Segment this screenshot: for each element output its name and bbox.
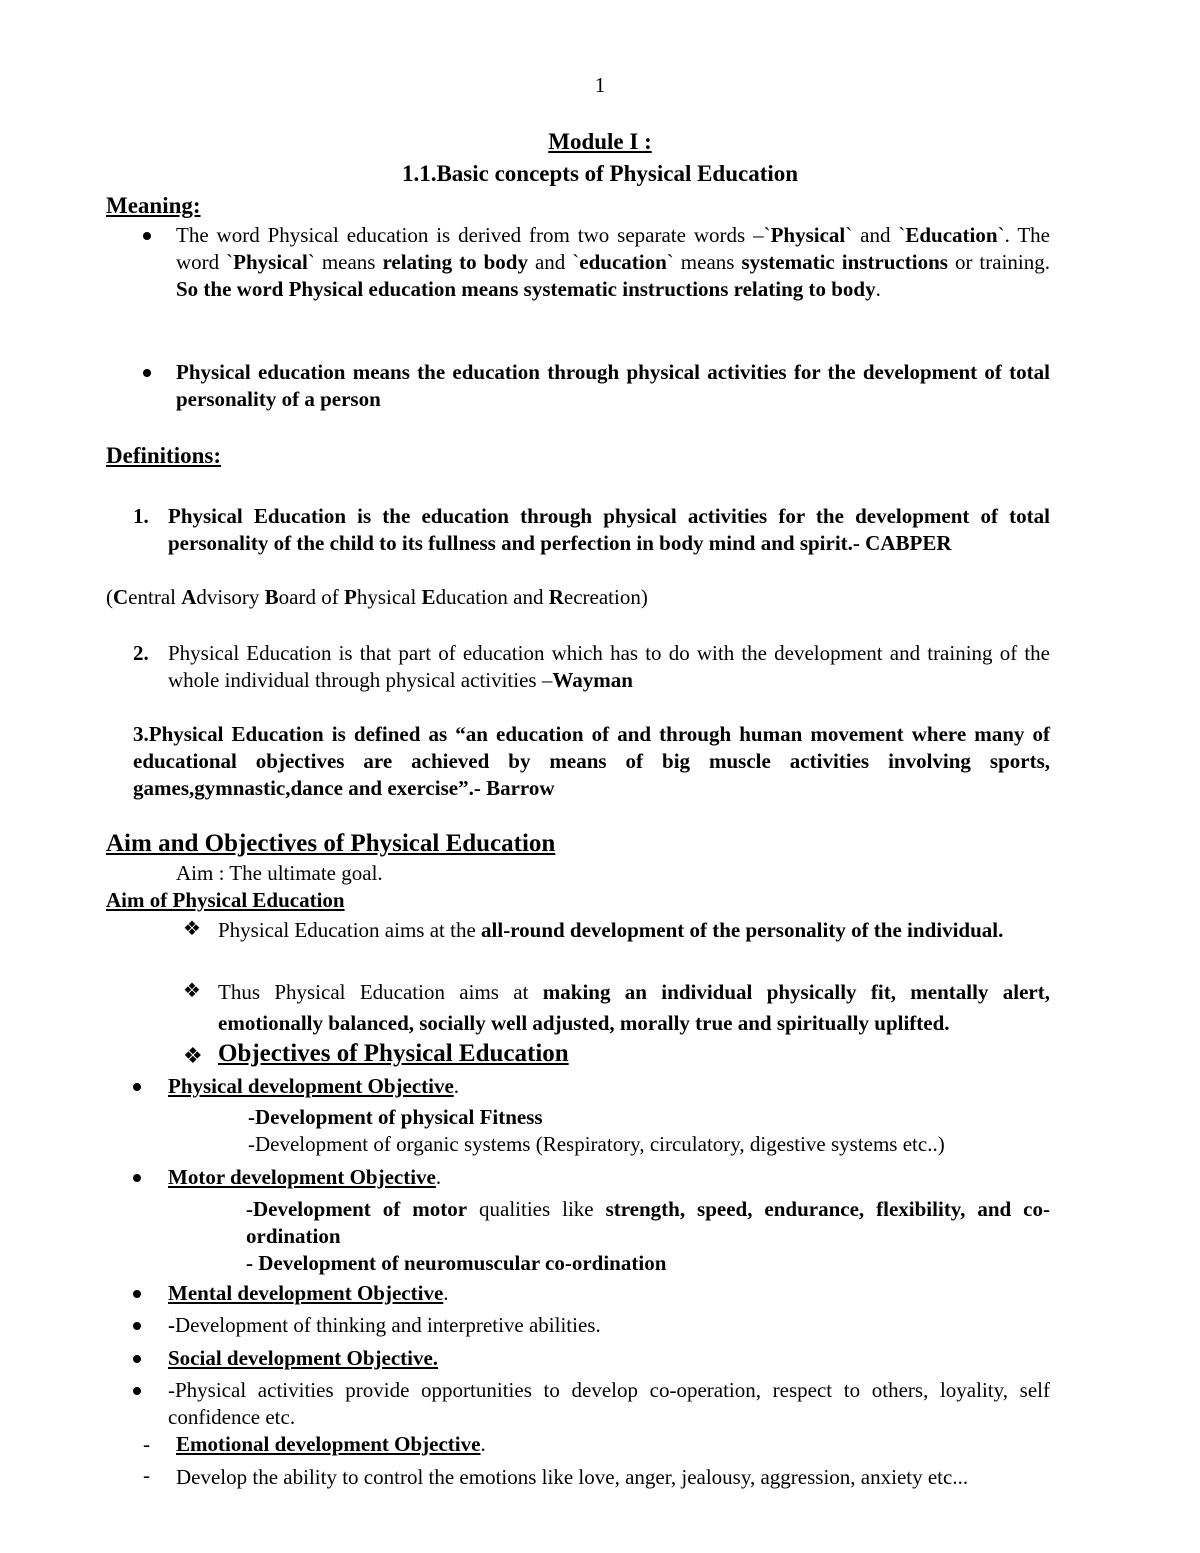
definition-1-number: 1. (133, 504, 149, 528)
bullet-icon (143, 232, 151, 240)
physical-objective-title: Physical development Objective. (168, 1074, 460, 1098)
emotional-objective-title: Emotional development Objective. (176, 1432, 486, 1456)
physical-objective-item-1: -Development of physical Fitness (248, 1105, 543, 1129)
meaning-heading: Meaning: (106, 193, 201, 218)
motor-objective-title: Motor development Objective. (168, 1165, 442, 1189)
physical-objective-item-2: -Development of organic systems (Respiratory, circulatory, digestive systems etc..) (248, 1132, 945, 1156)
bullet-icon (133, 1290, 141, 1298)
mental-objective-item: -Development of thinking and interpretive abilities. (168, 1313, 601, 1337)
social-objective-title: Social development Objective. (168, 1346, 439, 1370)
diamond-star-icon: ❖ (183, 980, 201, 1002)
bullet-icon (133, 1355, 141, 1363)
module-subtitle: 1.1.Basic concepts of Physical Education (401, 161, 799, 186)
meaning-bullet-2: Physical education means the education through physical activities for the development of total personality of a person (176, 360, 1050, 411)
bullet-icon (133, 1387, 141, 1395)
meaning-bullet-1: The word Physical education is derived from two separate words –`Physical` and `Education`. The word `Physical` means relating to body and `education` means systematic instructions or training. So the word Physical education means systematic instructions relating to body. (176, 223, 1050, 301)
module-title: Module I : (548, 129, 652, 154)
aim-objectives-heading: Aim and Objectives of Physical Education (106, 830, 556, 857)
mental-objective-title: Mental development Objective. (168, 1281, 449, 1305)
definition-3-text: 3.Physical Education is defined as “an education of and through human movement where many of educational objectives are achieved by means of big muscle activities involving sports, games,gymnastic,dance and exercise”.- Barrow (133, 722, 1050, 800)
motor-objective-item-2: - Development of neuromuscular co-ordination (246, 1251, 667, 1275)
definition-1-text: Physical Education is the education through physical activities for the development of total personality of the child to its fullness and perfection in body mind and spirit.- CABPER (168, 504, 1050, 555)
aim-item-1: Physical Education aims at the all-round development of the personality of the individual. (218, 918, 1004, 942)
motor-objective-item-1: -Development of motor qualities like strength, speed, endurance, flexibility, and co-ordination (246, 1197, 1050, 1248)
diamond-star-icon: ❖ (183, 1043, 203, 1068)
bullet-icon (133, 1322, 141, 1330)
definition-2-text: Physical Education is that part of education which has to do with the development and training of the whole individual through physical activities –Wayman (168, 641, 1050, 692)
aim-heading: Aim of Physical Education (106, 888, 345, 912)
emotional-objective-item: Develop the ability to control the emotions like love, anger, jealousy, aggression, anxiety etc... (176, 1465, 969, 1489)
aim-item-2: Thus Physical Education aims at making an individual physically fit, mentally alert, emotionally balanced, socially well adjusted, morally true and spiritually uplifted. (218, 980, 1050, 1035)
objectives-heading: Objectives of Physical Education (218, 1040, 569, 1067)
diamond-star-icon: ❖ (183, 918, 201, 940)
social-objective-item: -Physical activities provide opportunities to develop co-operation, respect to others, loyality, self confidence etc. (168, 1378, 1050, 1429)
definitions-heading: Definitions: (106, 443, 221, 468)
dash-marker: - (143, 1432, 150, 1456)
cabper-expansion: (Central Advisory Board of Physical Education and Recreation) (106, 585, 648, 609)
page-number: 1 (594, 73, 606, 97)
dash-marker: - (143, 1463, 150, 1487)
definition-2-number: 2. (133, 641, 149, 665)
bullet-icon (133, 1083, 141, 1091)
bullet-icon (133, 1174, 141, 1182)
bullet-icon (143, 369, 151, 377)
aim-definition: Aim : The ultimate goal. (176, 861, 383, 885)
